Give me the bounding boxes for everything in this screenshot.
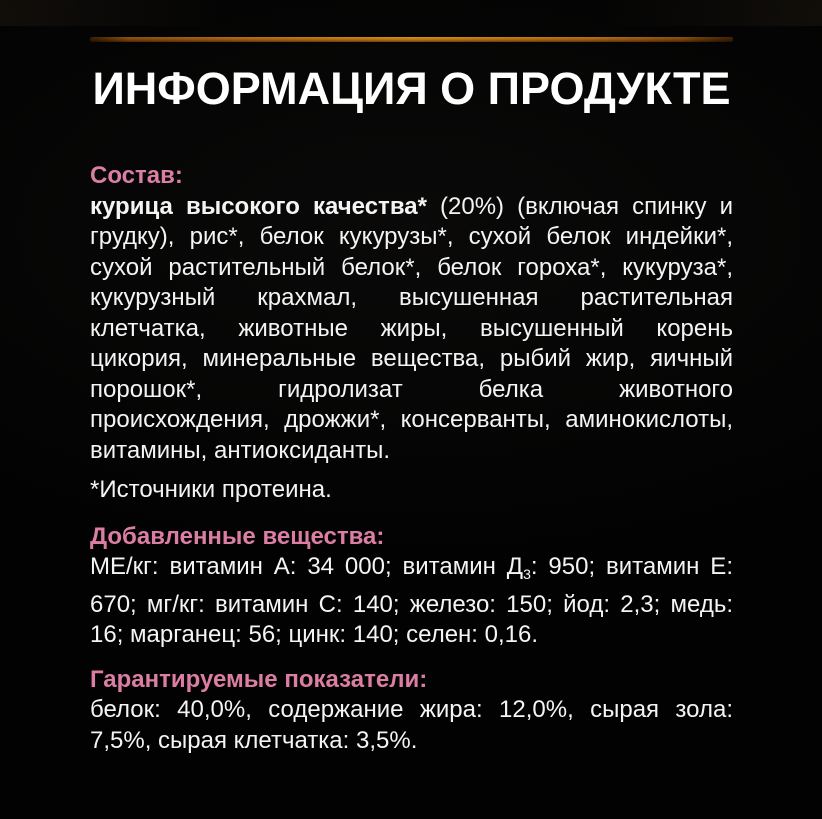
corner-shade-right [512,0,822,26]
composition-line: витамины, антиоксиданты. [90,436,391,464]
composition-line-lead [90,192,733,223]
composition-line: клетчатка, животные жиры, высушенный корень [90,314,733,342]
composition-lead-rest: (20%) (включая спинку и [440,192,733,220]
composition-line: грудку), рис*, белок кукурузы*, сухой белок индейки*, [90,223,733,250]
additives-heading: Добавленные вещества: [90,522,385,550]
guaranteed-line: 7,5%, сырая клетчатка: 3,5%. [90,726,418,754]
additives-line: 16; марганец: 56; цинк: 140; селен: 0,16. [90,621,539,648]
additives-line [90,552,733,590]
corner-shade-left [0,0,310,26]
composition-heading: Состав: [90,162,183,189]
product-info-content [90,161,733,756]
composition-line: кукурузный крахмал, высушенная растительная [90,284,733,311]
composition-line: порошок*, гидролизат белка животного [90,375,733,403]
composition-line: происхождения, дрожжи*, консерванты, аминокислоты, [90,406,733,433]
guaranteed-line: белок: 40,0%, содержание жира: 12,0%, сырая зола: [90,696,733,723]
gold-divider [90,37,733,42]
vitamin-d3-subscript: 3 [523,566,531,582]
composition-line: цикория, минеральные вещества, рыбий жир, яичный [90,345,733,372]
additives-line1-post: : 950; витамин Е: [530,553,733,580]
composition-lead-bold: курица высокого качества* [90,192,427,220]
additives-line1-pre: МЕ/кг: витамин А: 34 000; витамин Д [90,553,524,580]
protein-sources-footnote: *Источники протеина. [90,476,332,503]
composition-line: сухой растительный белок*, белок гороха*, кукуруза*, [90,253,733,281]
guaranteed-heading: Гарантируемые показатели: [90,665,428,693]
additives-line: 670; мг/кг: витамин С: 140; железо: 150; йод: 2,3; медь: [90,590,733,618]
page-title: ИНФОРМАЦИЯ О ПРОДУКТЕ [92,63,731,114]
